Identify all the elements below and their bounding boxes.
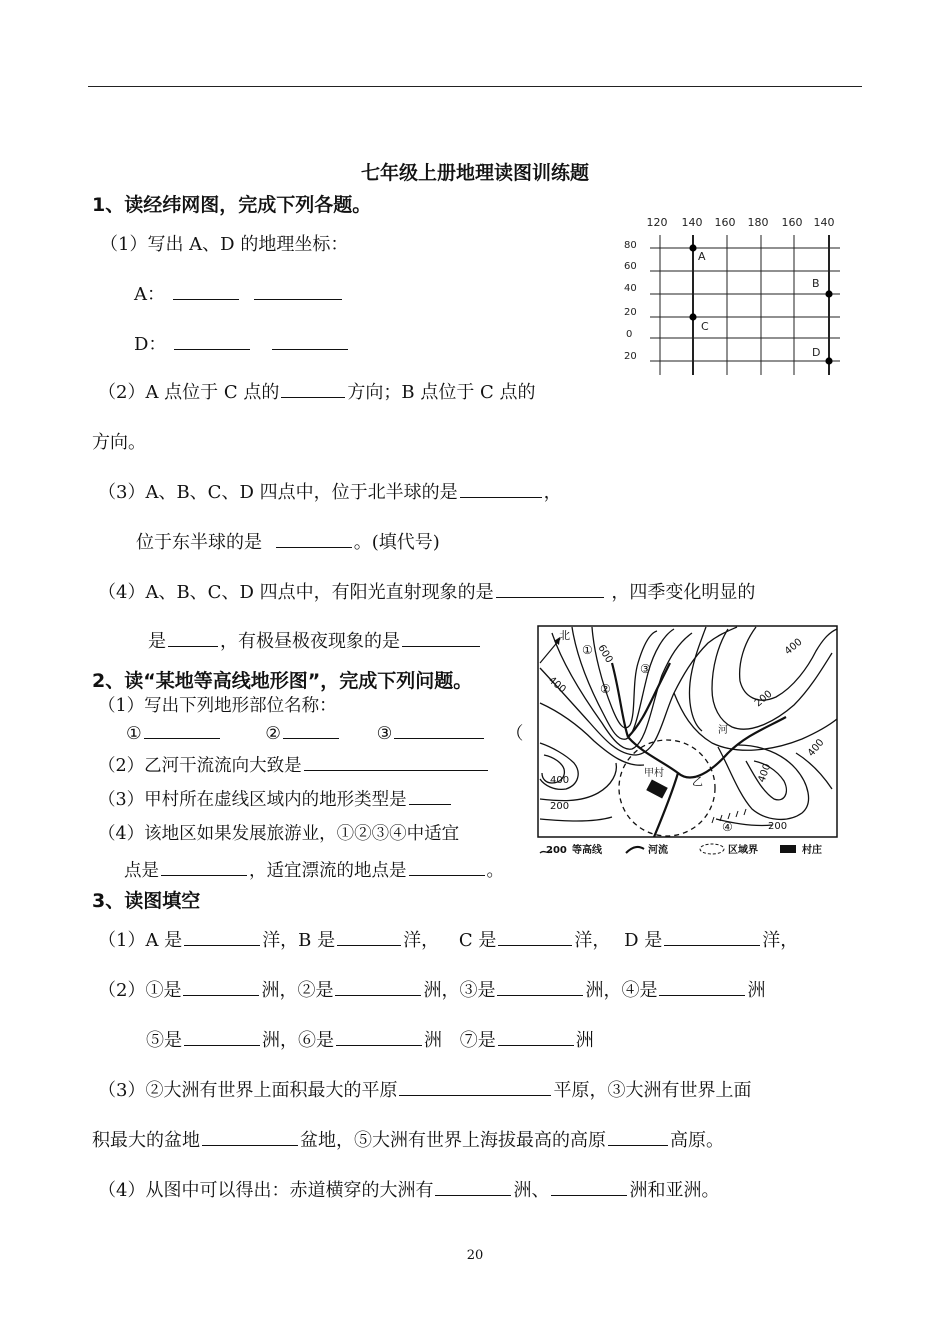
q1-a-row (134, 280, 344, 306)
q3-text: 高原。 (670, 1130, 724, 1151)
answer-blank[interactable] (336, 1027, 422, 1046)
q3-text: 洲、 (513, 1180, 550, 1201)
contour-label: 400 (756, 762, 774, 785)
q3-row5 (92, 1126, 724, 1152)
q3-text: 积最大的盆地 (92, 1130, 200, 1151)
lat-label: 80 (624, 240, 637, 251)
contour-label: 400 (546, 674, 568, 696)
contour-label: 200 (550, 801, 570, 812)
lat-long-grid-map (616, 210, 846, 380)
longitude-labels (647, 216, 835, 229)
q1-part2-text: 方向；B 点位于 C 点的 (347, 382, 536, 403)
map-marker-1: ① (582, 643, 593, 657)
q3-text: （1）A 是 (98, 930, 183, 951)
answer-blank[interactable] (335, 977, 421, 996)
q3-text: 洋， (762, 930, 799, 951)
answer-blank[interactable] (409, 857, 485, 876)
q2-part4-text: 。 (486, 861, 504, 881)
answer-blank[interactable] (276, 529, 352, 548)
q1-part1: （1）写出 A、D 的地理坐标： (100, 234, 349, 255)
q1-part3-text: 。(填代号) (353, 532, 440, 553)
q3-text: ⑦是 (459, 1030, 496, 1051)
q1-a-label: A： (134, 284, 165, 305)
q2-part3-text: （3）甲村所在虚线区域内的地形类型是 (98, 790, 407, 810)
marker-4: （ (505, 724, 524, 744)
answer-blank[interactable] (174, 331, 250, 350)
q3-text: 洲，④是 (585, 980, 658, 1001)
answer-blank[interactable] (551, 1177, 627, 1196)
q2-heading: 2、读“某地等高线地形图”，完成下列问题。 (92, 670, 473, 692)
answer-blank[interactable] (399, 1077, 551, 1096)
q1-part3 (98, 478, 562, 504)
legend-contour-value: 200 (546, 845, 567, 856)
page-title: 七年级上册地理读图训练题 (360, 162, 589, 184)
lat-label: 0 (626, 329, 633, 340)
q3-text: 洲 (747, 980, 766, 1001)
answer-blank[interactable] (498, 1027, 574, 1046)
answer-blank[interactable] (272, 331, 348, 350)
q3-text: 洲，③是 (423, 980, 496, 1001)
marker-2: ② (265, 724, 281, 744)
point-b (825, 290, 832, 297)
q2-part4: （4）该地区如果发展旅游业，①②③④中适宜 (98, 824, 460, 844)
answer-blank[interactable] (402, 628, 480, 647)
answer-blank[interactable] (460, 479, 542, 498)
answer-blank[interactable] (184, 927, 260, 946)
q3-row3 (146, 1026, 594, 1052)
point-label: D (812, 346, 821, 359)
map-marker-2: ② (600, 682, 611, 696)
q1-part3-cont (136, 528, 440, 554)
lon-label: 140 (681, 216, 703, 229)
answer-blank[interactable] (202, 1127, 298, 1146)
q3-text: 洲 (424, 1030, 442, 1051)
river-label: 河 (718, 725, 728, 736)
legend-river: 河流 (648, 845, 668, 856)
q3-text: 洲，②是 (261, 980, 334, 1001)
point-a (689, 244, 696, 251)
answer-blank[interactable] (659, 977, 745, 996)
answer-blank[interactable] (144, 720, 220, 739)
answer-blank[interactable] (161, 857, 247, 876)
q1-part4-text: ，有极昼极夜现象的是 (220, 631, 400, 652)
q3-text: 平原，③大洲有世界上面 (553, 1080, 752, 1101)
marker-1: ① (126, 724, 142, 744)
point-c (689, 313, 696, 320)
q1-part4-cont (148, 627, 482, 653)
lat-label: 20 (624, 307, 637, 318)
q1-part2 (98, 378, 536, 404)
answer-blank[interactable] (173, 281, 239, 300)
contour-label: 400 (782, 636, 805, 658)
marker-3: ③ (376, 724, 393, 744)
lon-label: 140 (813, 216, 835, 229)
q2-part4-cont (124, 857, 504, 882)
answer-blank[interactable] (496, 579, 604, 598)
answer-blank[interactable] (183, 977, 259, 996)
q2-part4-text: 点是 (124, 861, 159, 881)
q2-part1-markers (126, 720, 523, 745)
q3-text: 洋，B 是 (262, 930, 336, 951)
q1-part3-text: （3）A、B、C、D 四点中，位于北半球的是 (98, 482, 458, 503)
q2-part2 (98, 752, 490, 777)
point-label: A (698, 250, 706, 263)
q1-part4-text: 是 (148, 631, 166, 652)
lat-label: 40 (624, 283, 637, 294)
north-label: 北 (559, 629, 570, 642)
lon-label: 160 (714, 216, 736, 229)
answer-blank[interactable] (184, 1027, 260, 1046)
answer-blank[interactable] (608, 1127, 668, 1146)
lon-label: 160 (781, 216, 803, 229)
contour-label: 200 (768, 821, 788, 832)
answer-blank[interactable] (497, 977, 583, 996)
q1-part4 (98, 578, 755, 604)
q3-text: ⑤是 (146, 1030, 182, 1051)
village-label: 甲村 (644, 768, 664, 779)
answer-blank[interactable] (254, 281, 342, 300)
q1-part3-text: 位于东半球的是 (136, 532, 262, 553)
q2-part4-text: ，适宜漂流的地点是 (249, 861, 407, 881)
q3-text: （4）从图中可以得出：赤道横穿的大洲有 (98, 1180, 434, 1201)
q3-heading: 3、读图填空 (92, 890, 201, 912)
q1-part4-text: （4）A、B、C、D 四点中，有阳光直射现象的是 (98, 582, 494, 603)
q3-text: D 是 (624, 930, 663, 951)
point-d (825, 357, 832, 364)
q3-text: 洲和亚洲。 (629, 1180, 720, 1201)
header-rule (88, 86, 862, 87)
legend-village: 村庄 (802, 845, 822, 856)
q1-part2-text: （2）A 点位于 C 点的 (98, 382, 280, 403)
q3-text: 洲，⑥是 (262, 1030, 334, 1051)
q2-part2-text: （2）乙河干流流向大致是 (98, 756, 302, 776)
q3-row2 (98, 976, 765, 1002)
q3-row6 (98, 1176, 719, 1202)
q3-row1 (98, 926, 798, 952)
q1-d-label: D： (134, 334, 167, 355)
q3-text: （3）②大洲有世界上面积最大的平原 (98, 1080, 398, 1101)
answer-blank[interactable] (283, 720, 339, 739)
point-label: B (812, 277, 820, 290)
legend-contour: 等高线 (572, 845, 602, 856)
answer-blank[interactable] (664, 927, 760, 946)
contour-map (532, 623, 842, 860)
q3-text: 洲 (575, 1030, 594, 1051)
q1-part4-text: ，四季变化明显的 (611, 582, 756, 603)
q3-row4 (98, 1076, 751, 1102)
answer-blank[interactable] (304, 752, 488, 771)
answer-blank[interactable] (409, 786, 451, 805)
q1-part3-text: ， (543, 482, 562, 503)
answer-blank[interactable] (337, 927, 401, 946)
map-marker-3: ③ (640, 662, 651, 676)
lat-label: 60 (624, 261, 637, 272)
contour-label: 400 (550, 775, 570, 786)
contour-label: 400 (805, 737, 827, 759)
q2-part1: （1）写出下列地形部位名称： (98, 696, 337, 716)
q1-heading: 1、读经纬网图，完成下列各题。 (92, 194, 372, 216)
point-label: C (701, 320, 709, 333)
river-name-label: 乙 (692, 775, 703, 788)
q3-text: 洋， (403, 930, 440, 951)
answer-blank[interactable] (498, 927, 572, 946)
contour-label: 200 (752, 688, 775, 710)
q3-text: （2）①是 (98, 980, 182, 1001)
q1-d-row (134, 330, 350, 356)
q3-text: C 是 (458, 930, 497, 951)
answer-blank[interactable] (281, 379, 345, 398)
latitude-labels (624, 240, 637, 362)
q3-text: 洋， (574, 930, 611, 951)
contour-label: 600 (595, 643, 615, 666)
q2-part3 (98, 786, 453, 811)
lon-label: 120 (646, 216, 668, 229)
legend-boundary: 区域界 (728, 845, 758, 856)
lon-label: 180 (747, 216, 769, 229)
answer-blank[interactable] (435, 1177, 511, 1196)
answer-blank[interactable] (394, 720, 484, 739)
answer-blank[interactable] (168, 628, 218, 647)
page-number: 20 (466, 1248, 484, 1263)
q3-text: 盆地，⑤大洲有世界上海拔最高的高原 (300, 1130, 606, 1151)
q1-part2-cont: 方向。 (92, 432, 146, 453)
map-marker-4: ④ (722, 820, 733, 834)
lat-label: 20 (624, 351, 637, 362)
